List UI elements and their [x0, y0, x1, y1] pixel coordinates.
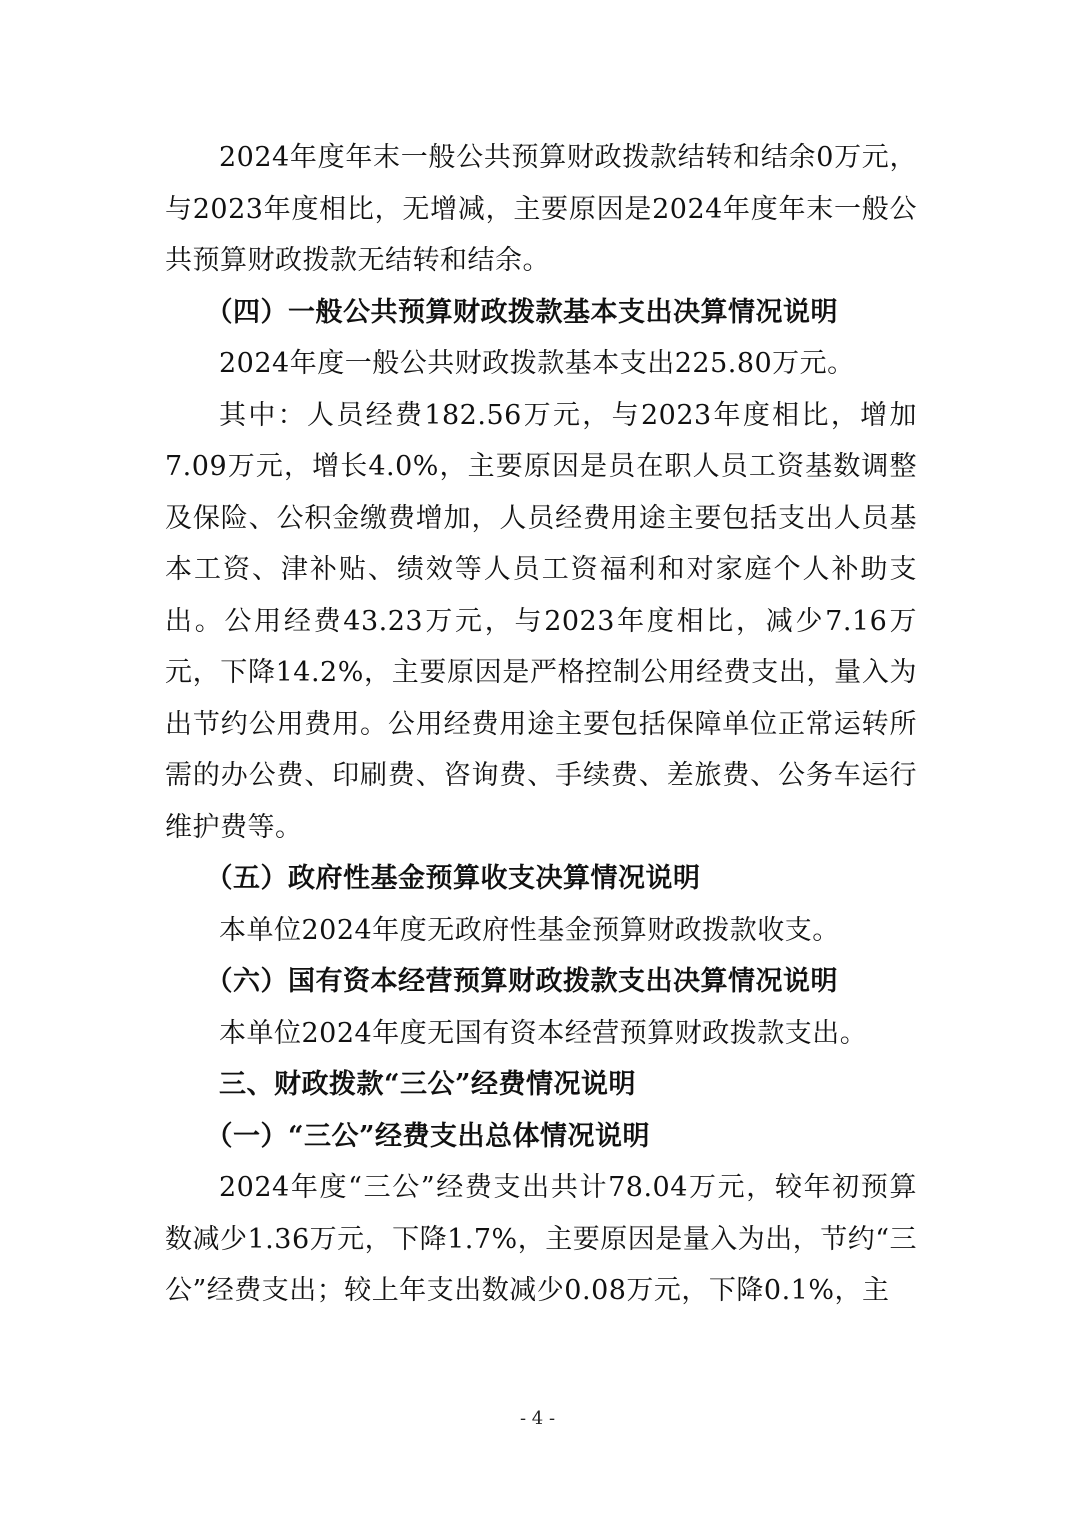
paragraph-personnel-public-expenses: 其中：人员经费182.56万元，与2023年度相比，增加7.09万元，增长4.0%，主要原因是员在职人员工资基数调整及保险、公积金缴费增加，人员经费用途主要包括支出人员基本工资、津补贴、绩效等人员工资福利和对家庭个人补助支出。公用经费43.23万元，与2023年度相比，减少7.16万元，下降14.2%，主要原因是严格控制公用经费支出，量入为出节约公用费用。公用经费用途主要包括保障单位正常运转所需的办公费、印刷费、咨询费、手续费、差旅费、公务车运行维护费等。: [165, 399, 917, 843]
document-body: [165, 132, 917, 1317]
subheading-state-capital: （六）国有资本经营预算财政拨款支出决算情况说明: [205, 966, 838, 997]
paragraph-carryover-balance: 2024年度年末一般公共预算财政拨款结转和结余0万元，与2023年度相比，无增减，主要原因是2024年度年末一般公共预算财政拨款无结转和结余。: [165, 142, 917, 276]
page-number: - 4 -: [519, 1408, 556, 1429]
paragraph-three-public-overall: 2024年度“三公”经费支出共计78.04万元，较年初预算数减少1.36万元，下降1.7%，主要原因是量入为出，节约“三公”经费支出；较上年支出数减少0.08万元，下降0.1%，主: [165, 1172, 918, 1306]
subheading-basic-expenditure: （四）一般公共预算财政拨款基本支出决算情况说明: [205, 296, 838, 328]
paragraph-basic-expenditure-total: 2024年度一般公共财政拨款基本支出225.80万元。: [219, 348, 855, 379]
subheading-three-public-overall: （一）“三公”经费支出总体情况说明: [205, 1120, 651, 1152]
paragraph-state-capital: 本单位2024年度无国有资本经营预算财政拨款支出。: [219, 1017, 868, 1049]
subheading-government-fund: （五）政府性基金预算收支决算情况说明: [205, 863, 701, 894]
section-heading-three-public: 三、财政拨款“三公”经费情况说明: [219, 1069, 637, 1100]
paragraph-government-fund: 本单位2024年度无政府性基金预算财政拨款收支。: [219, 914, 840, 946]
